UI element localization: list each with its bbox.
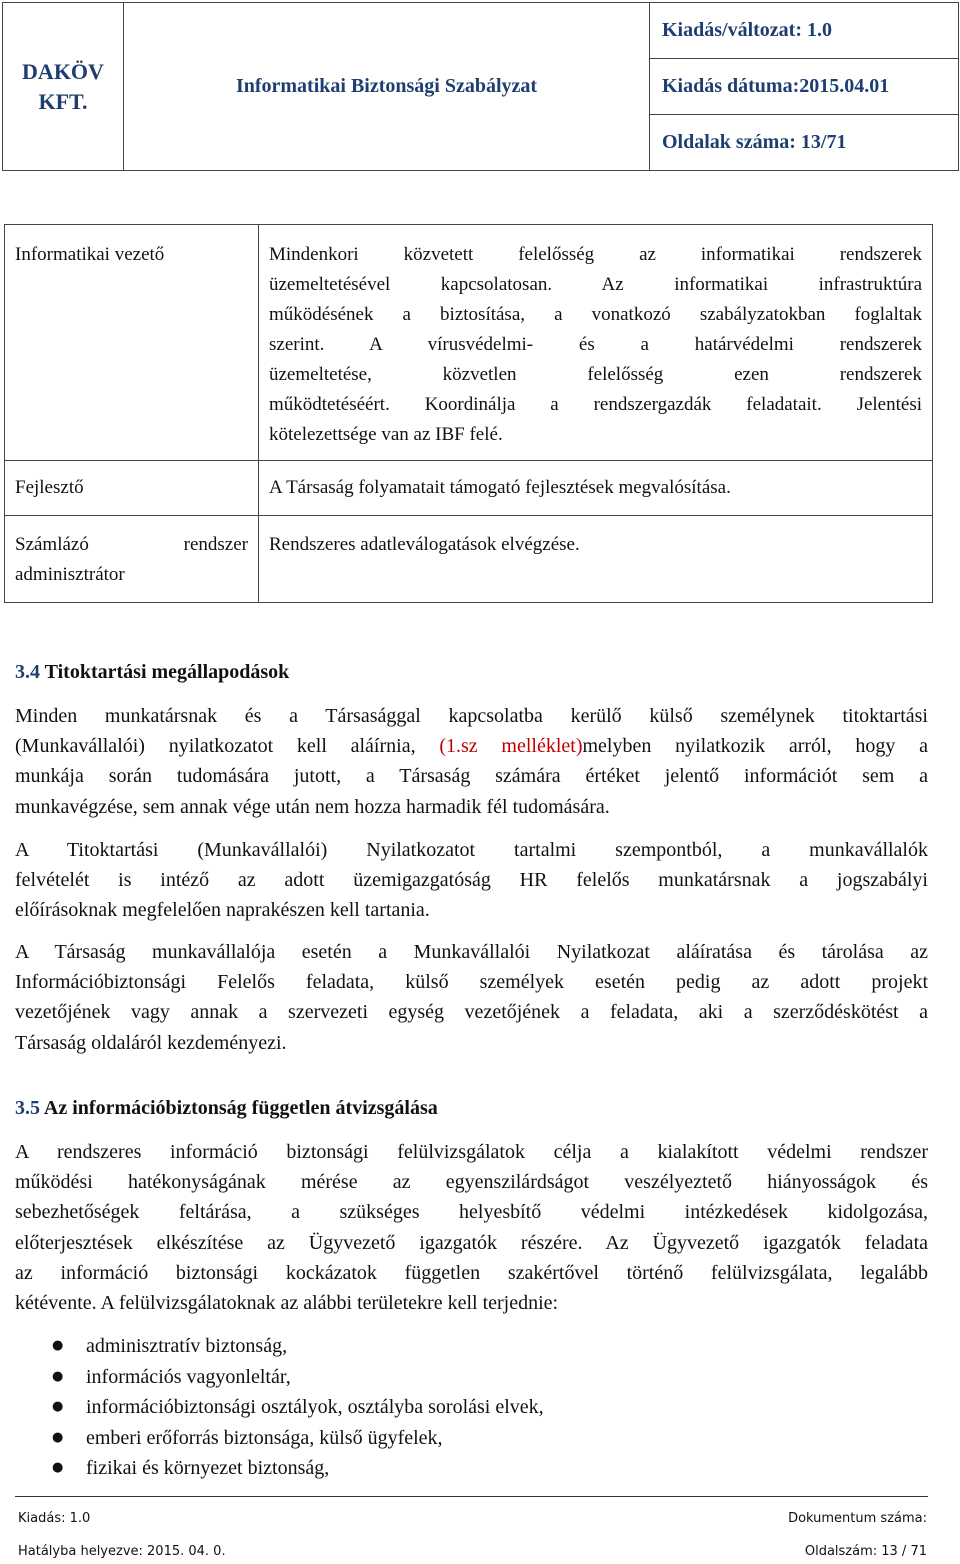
section-number: 3.5 xyxy=(15,1097,40,1119)
company-name-line2: KFT. xyxy=(38,88,88,114)
footer-page-number: Oldalszám: 13 / 71 xyxy=(804,1544,927,1559)
text-line: működési hatékonyságának mérése az egyenszilárdságot veszélyeztető hiányosságok és xyxy=(15,1171,928,1194)
text-line: munkája során tudomására jutott, a Társaság számára értéket jelentő információt sem a xyxy=(15,765,928,788)
role-name-line2: adminisztrátor xyxy=(15,564,125,585)
review-areas-list xyxy=(52,1331,544,1484)
appendix-reference-link[interactable]: (1.sz melléklet) xyxy=(439,735,583,758)
text-line: A rendszeres információ biztonsági felülvizsgálatok célja a kialakított védelmi rendszer xyxy=(15,1141,928,1163)
paragraph xyxy=(15,701,928,822)
footer-effective-date: Hatályba helyezve: 2015. 04. 0. xyxy=(18,1544,226,1559)
section-number: 3.4 xyxy=(15,661,40,683)
list-item: ● adminisztratív biztonság, xyxy=(52,1331,544,1362)
list-item: ● információbiztonsági osztályok, osztályba sorolási elvek, xyxy=(52,1392,544,1423)
table-row xyxy=(5,225,933,461)
section-heading xyxy=(15,661,289,684)
page-count-cell: Oldalak száma: 13/71 xyxy=(650,115,959,171)
text-line: A Titoktartási (Munkavállalói) Nyilatkozatot tartalmi szempontból, a munkavállalók xyxy=(15,839,928,861)
section-title: Az információbiztonság független átvizsgálása xyxy=(43,1097,438,1119)
text-line: felvételét is intéző az adott üzemigazgatóság HR felelős munkatársnak a jogszabályi xyxy=(15,869,928,892)
text-line: munkavégzése, sem annak vége után nem hozza harmadik fél tudomására. xyxy=(15,795,610,818)
list-item: ● emberi erőforrás biztonsága, külső ügyfelek, xyxy=(52,1423,544,1454)
text-line: sebezhetőségek feltárása, a szükséges helyesbítő védelmi intézkedések kidolgozása, xyxy=(15,1201,928,1224)
text-line: üzemeltetésével kapcsolatosan. Az informatikai infrastruktúra xyxy=(269,274,922,295)
role-description xyxy=(259,225,933,461)
role-description: A Társaság folyamatait támogató fejlesztések megvalósítása. xyxy=(259,461,933,516)
company-name-line1: DAKÖV xyxy=(22,58,104,84)
footer-document-number: Dokumentum száma: xyxy=(788,1511,927,1526)
text-line: Társaság oldaláról kezdeményezi. xyxy=(15,1031,287,1054)
table-row xyxy=(5,461,933,516)
text-line: működésének a biztosítása, a vonatkozó szabályzatokban foglaltak xyxy=(269,304,922,325)
text-line: kétévente. A felülvizsgálatoknak az alábbi területekre kell terjednie: xyxy=(15,1292,559,1315)
list-item: ● információs vagyonleltár, xyxy=(52,1362,544,1393)
document-title: Informatikai Biztonsági Szabályzat xyxy=(124,3,650,171)
text-segment: melyben nyilatkozik arról, hogy a xyxy=(582,735,928,758)
paragraph xyxy=(15,937,928,1058)
text-line: kötelezettsége van az IBF felé. xyxy=(269,424,503,445)
text-line: vezetőjének vagy annak a szervezeti egység vezetőjének a feladata, aki a szerződéskötést a xyxy=(15,1001,928,1024)
text-line: üzemeltetése, közvetlen felelősség ezen rendszerek xyxy=(269,364,922,385)
text-line: A Társaság munkavállalója esetén a Munkavállalói Nyilatkozat aláíratása és tárolása az xyxy=(15,941,928,963)
issue-date-cell: Kiadás dátuma:2015.04.01 xyxy=(650,59,959,115)
text-segment: (Munkavállalói) nyilatkozatot kell aláírnia, xyxy=(15,735,440,758)
text-line: működtetéséért. Koordinálja a rendszergazdák feladatait. Jelentési xyxy=(269,394,922,415)
document-header xyxy=(2,2,959,171)
paragraph xyxy=(15,1137,928,1318)
company-name xyxy=(3,3,124,171)
section-title: Titoktartási megállapodások xyxy=(44,661,290,683)
text-line xyxy=(15,731,928,761)
footer-issue: Kiadás: 1.0 xyxy=(18,1511,91,1526)
role-name-line1: Számlázó rendszer xyxy=(15,534,248,555)
text-line: Minden munkatársnak és a Társasággal kapcsolatba kerülő külső személynek titoktartási xyxy=(15,705,928,727)
text-line: előterjesztések elkészítése az Ügyvezető igazgatók részére. Az Ügyvezető igazgatók feladata xyxy=(15,1231,928,1254)
text-line: szerint. A vírusvédelmi- és a határvédelmi rendszerek xyxy=(269,334,922,355)
role-name: Informatikai vezető xyxy=(5,225,259,461)
role-name xyxy=(5,516,259,603)
text-line: Mindenkori közvetett felelősség az informatikai rendszerek xyxy=(269,244,922,265)
roles-table xyxy=(4,224,933,603)
paragraph xyxy=(15,835,928,926)
list-item: ● fizikai és környezet biztonság, xyxy=(52,1453,544,1484)
footer-divider xyxy=(15,1496,928,1497)
text-line: Információbiztonsági Felelős feladata, külső személyek esetén pedig az adott projekt xyxy=(15,971,928,994)
table-row xyxy=(5,516,933,603)
text-line: előírásoknak megfelelően naprakészen kell tartania. xyxy=(15,899,430,922)
role-name: Fejlesztő xyxy=(5,461,259,516)
text-line: az információ biztonsági kockázatok független szakértővel történő felülvizsgálata, legalább xyxy=(15,1261,928,1284)
role-description: Rendszeres adatleválogatások elvégzése. xyxy=(259,516,933,603)
section-heading xyxy=(15,1097,438,1120)
version-cell: Kiadás/változat: 1.0 xyxy=(650,3,959,59)
